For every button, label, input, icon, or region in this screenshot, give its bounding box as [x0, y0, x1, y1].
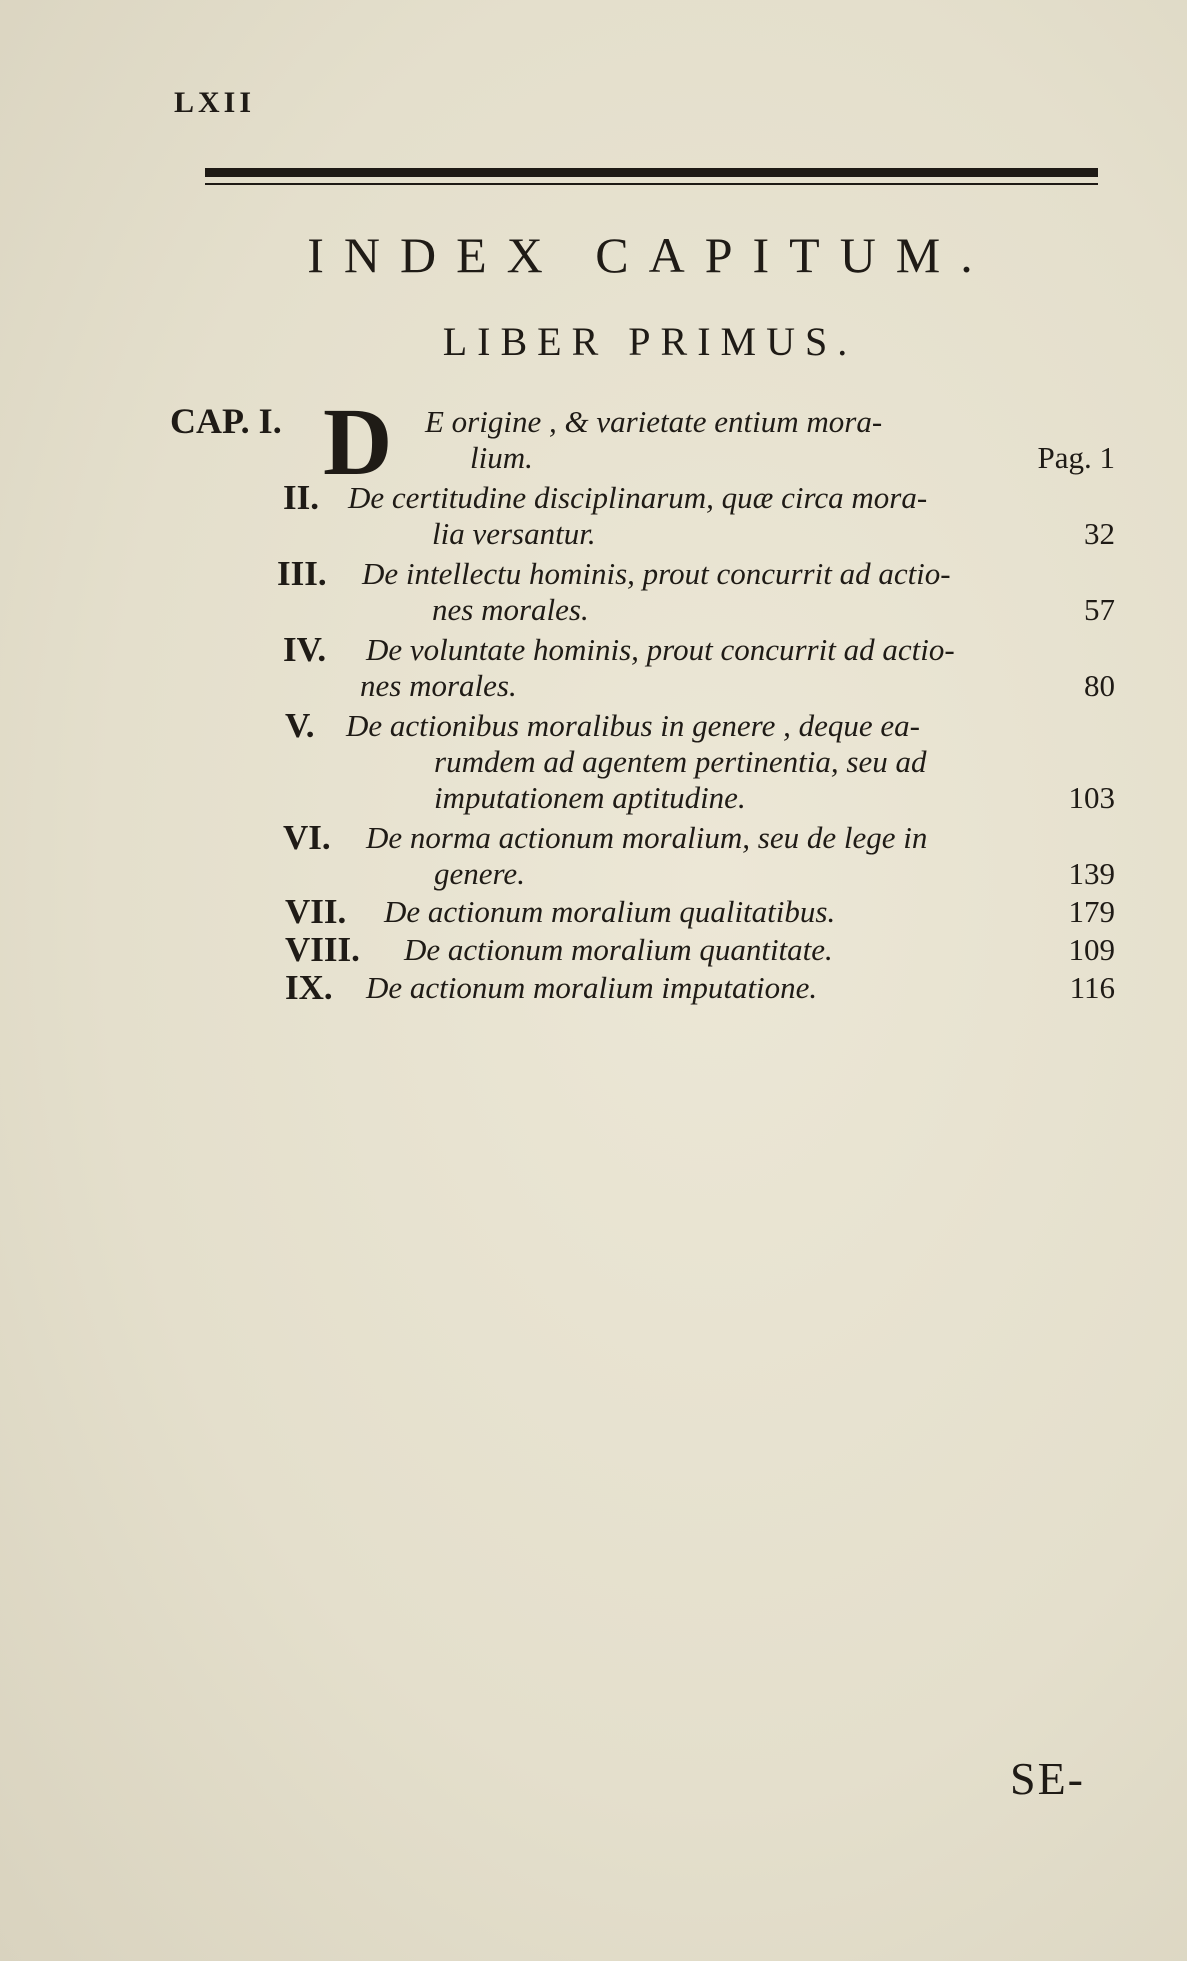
- entry-1-line-2: lium.: [470, 440, 533, 475]
- entry-3-line-2: nes morales.: [432, 592, 589, 627]
- entry-6-line-2: genere.: [434, 856, 525, 891]
- entry-9-number: IX.: [285, 968, 333, 1007]
- entry-7-page: 179: [1068, 894, 1115, 929]
- entry-8-page: 109: [1068, 932, 1115, 967]
- entry-2-number: II.: [283, 478, 319, 517]
- entry-9-page: 116: [1069, 970, 1115, 1005]
- entry-2-line-2: lia versantur.: [432, 516, 596, 551]
- entry-4-page: 80: [1084, 668, 1115, 703]
- entry-8-number: VIII.: [285, 930, 360, 969]
- book-subtitle: LIBER PRIMUS.: [442, 319, 858, 364]
- entry-2-line-1: De certitudine disciplinarum, quæ circa mora-: [348, 480, 928, 515]
- entry-8-line-1: De actionum moralium quantitate.: [404, 932, 833, 967]
- header-rule-thick: [205, 168, 1098, 177]
- entry-1-page: Pag. 1: [1037, 440, 1115, 475]
- entry-6-line-1: De norma actionum moralium, seu de lege in: [366, 820, 928, 855]
- entry-5-line-3: imputationem aptitudine.: [434, 780, 746, 815]
- entry-6-page: 139: [1068, 856, 1115, 891]
- entry-5-line-1: De actionibus moralibus in genere , deque ea-: [346, 708, 920, 743]
- entry-2-page: 32: [1084, 516, 1115, 551]
- page-title: INDEX CAPITUM.: [307, 227, 993, 283]
- drop-capital: D: [323, 388, 393, 495]
- entry-4-number: IV.: [283, 630, 327, 669]
- folio-number: LXII: [174, 86, 256, 119]
- catchword: SE-: [1010, 1753, 1085, 1804]
- chapter-label: CAP. I.: [170, 401, 282, 441]
- entry-5-number: V.: [285, 706, 315, 745]
- entry-6-number: VI.: [283, 818, 331, 857]
- entry-7-line-1: De actionum moralium qualitatibus.: [384, 894, 836, 929]
- entry-3-line-1: De intellectu hominis, prout concurrit ad actio-: [362, 556, 951, 591]
- entry-9-line-1: De actionum moralium imputatione.: [366, 970, 818, 1005]
- entry-7-number: VII.: [285, 892, 347, 931]
- entry-5-page: 103: [1068, 780, 1115, 815]
- entry-4-line-2: nes morales.: [360, 668, 517, 703]
- entry-3-number: III.: [277, 554, 327, 593]
- entry-4-line-1: De voluntate hominis, prout concurrit ad actio-: [366, 632, 955, 667]
- header-rule-thin: [205, 183, 1098, 185]
- entry-3-page: 57: [1084, 592, 1115, 627]
- entry-5-line-2: rumdem ad agentem pertinentia, seu ad: [434, 744, 927, 779]
- entry-1-line-1: E origine , & varietate entium mora-: [425, 404, 883, 439]
